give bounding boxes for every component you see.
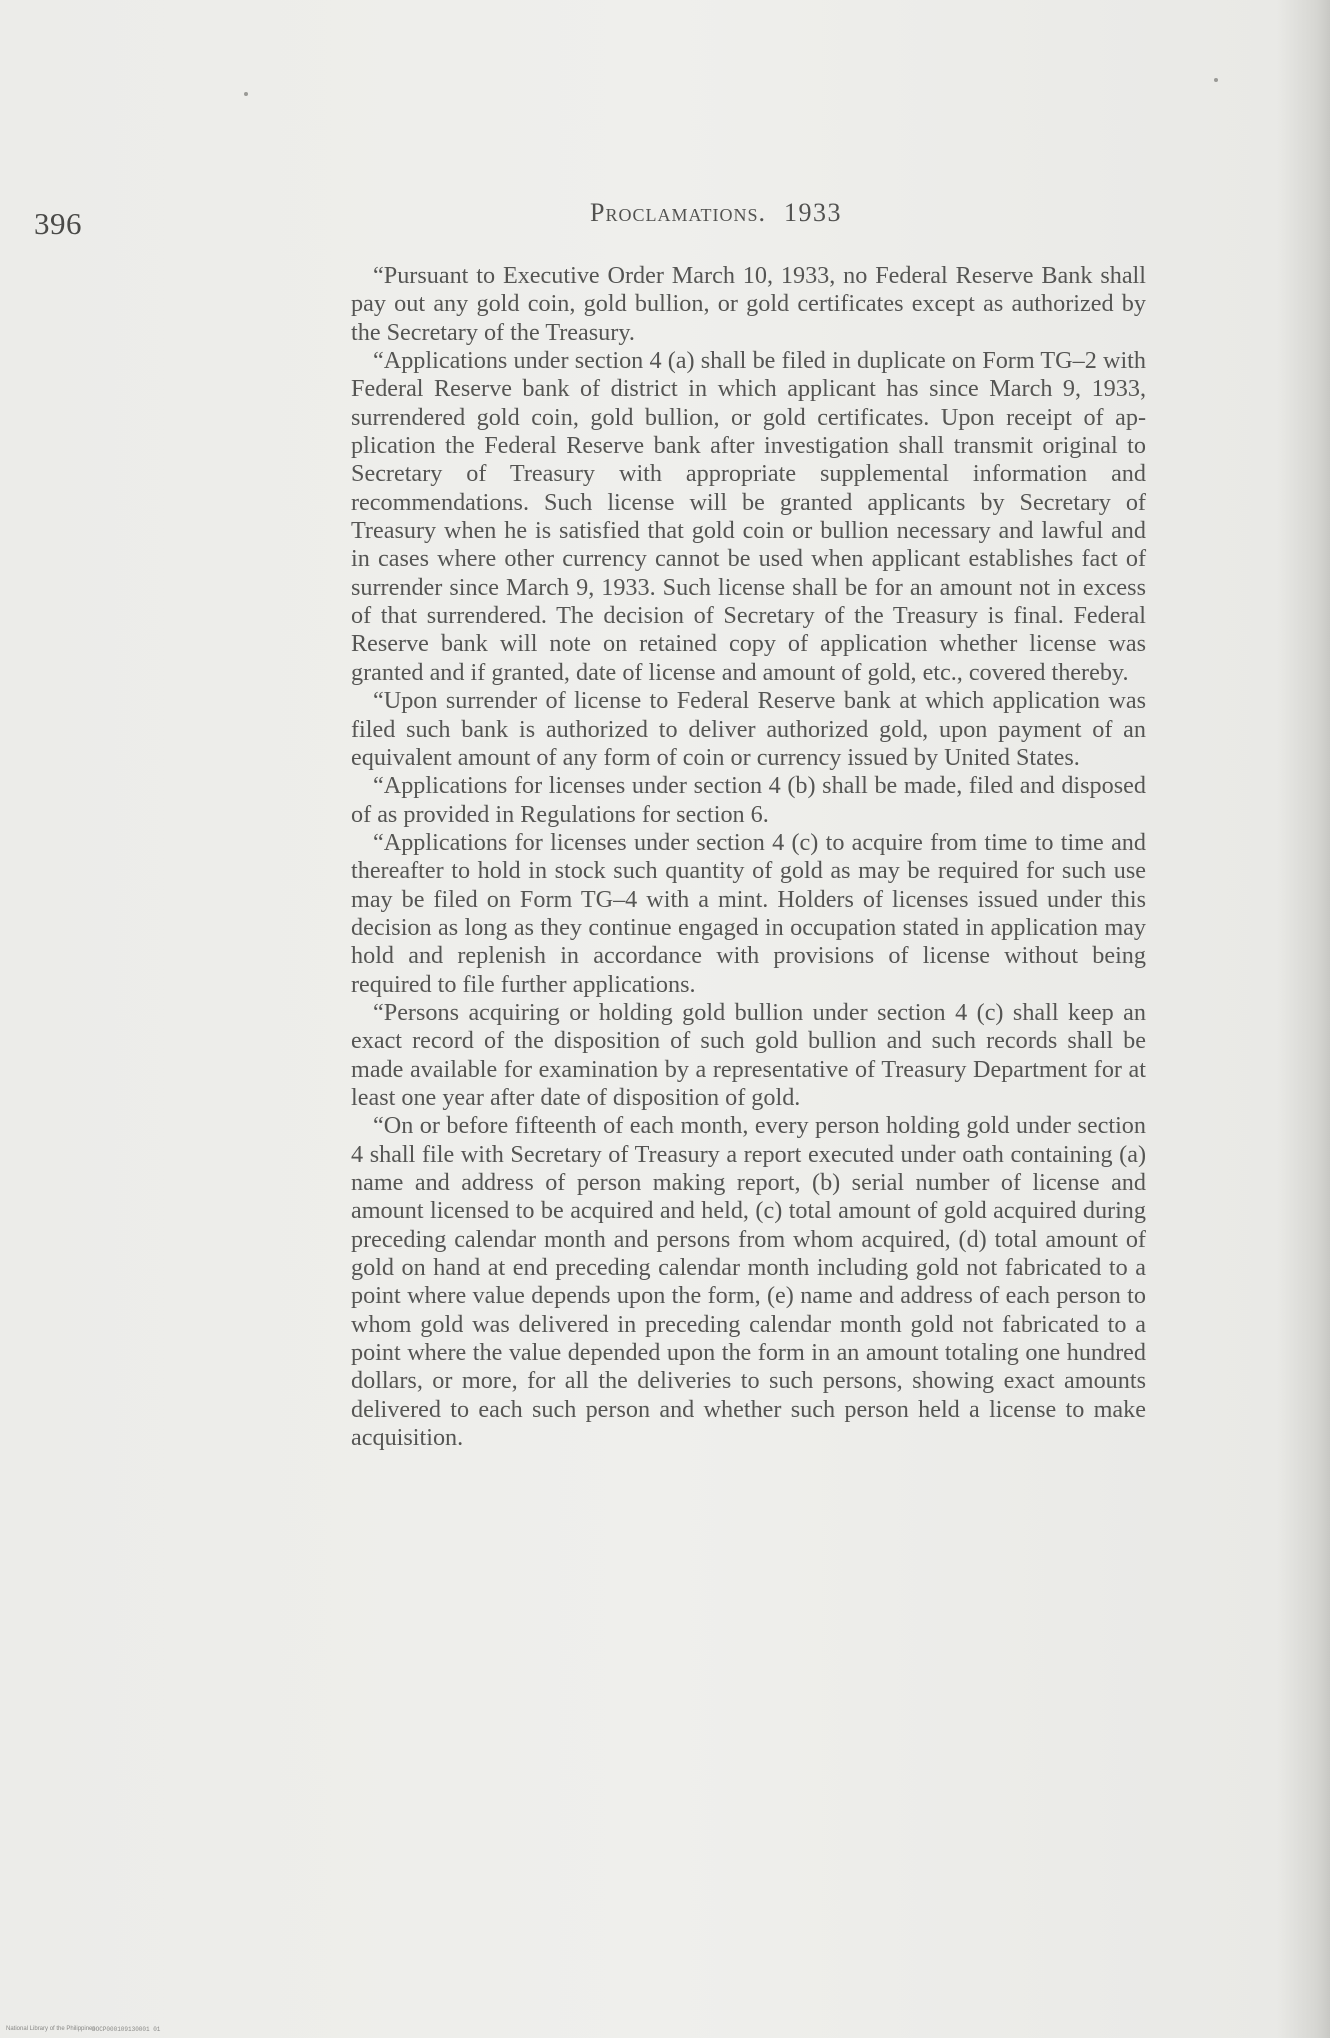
paragraph: “Upon surrender of license to Federal Reserve bank at which application was filed such bank is authorized to deliver authorized gold, upon payment of an equivalent amount of any form of coin or currency issued by United States. bbox=[351, 687, 1146, 771]
footer-scan-code: DOCP000109130001 01 bbox=[92, 2026, 161, 2033]
paragraph: “Applications for licenses under section 4 (b) shall be made, filed and disposed of as provided in Regulations for section 6. bbox=[351, 772, 1146, 828]
paragraph: “Applications for licenses under section 4 (c) to acquire from time to time and thereafter to hold in stock such quantity of gold as may be required for such use may be filed on Form TG–4 with a mint. Holders of licenses issued under this decision as long as they continue engaged in occupation stated in application may hold and replenish in accordance with provisions of license without being required to file further applications. bbox=[351, 828, 1146, 998]
page-number: 396 bbox=[34, 206, 82, 241]
footer-library-note: National Library of the Philippines bbox=[6, 2026, 96, 2032]
paragraph: “Pursuant to Executive Order March 10, 1933, no Federal Reserve Bank shall pay out any gold coin, gold bullion, or gold certificates except as authorized by the Secretary of the Treasury. bbox=[351, 262, 1146, 346]
scan-speck bbox=[244, 92, 248, 96]
running-head-year: 1933 bbox=[783, 198, 842, 227]
scan-speck bbox=[1214, 78, 1218, 82]
paragraph: “Persons acquiring or holding gold bullion under section 4 (c) shall keep an exact record of the disposition of such gold bullion and such records shall be made available for examination by a representative of Treasury Department for at least one year after date of disposition of gold. bbox=[351, 998, 1146, 1111]
running-head bbox=[590, 198, 842, 228]
body-text bbox=[351, 262, 1146, 1452]
paragraph: “On or before fifteenth of each month, every person holding gold under section 4 shall file with Secretary of Treasury a report executed under oath containing (a) name and address of person making report, (b) serial number of license and amount licensed to be acquired and held, (c) total amount of gold acquired during preceding calendar month and persons from whom acquired, (d) total amount of gold on hand at end preceding calendar month including gold not fabricated to a point where value depends upon the form, (e) name and address of each person to whom gold was delivered in preceding calendar month gold not fabricated to a point where the value depended upon the form in an amount totaling one hundred dollars, or more, for all the deliveries to such persons, showing exact amounts delivered to each such person and whether such person held a license to make acquisition. bbox=[351, 1112, 1146, 1452]
running-head-title: Proclamations. bbox=[590, 198, 766, 227]
paragraph: “Applications under section 4 (a) shall be filed in duplicate on Form TG–2 with Federal Reserve bank of district in which applicant has since March 9, 1933, surrendered gold coin, gold bullion, or gold certificates. Upon receipt of application the Federal Reserve bank after investigation shall transmit original to Secretary of Treasury with appropriate supplemental information and recommendations. Such license will be granted applicants by Secretary of Treasury when he is satisfied that gold coin or bullion necessary and lawful and in cases where other currency cannot be used when applicant establishes fact of surrender since March 9, 1933. Such license shall be for an amount not in excess of that surrendered. The decision of Secretary of the Treasury is final. Federal Reserve bank will note on retained copy of application whether license was granted and if granted, date of license and amount of gold, etc., covered thereby. bbox=[351, 347, 1146, 686]
